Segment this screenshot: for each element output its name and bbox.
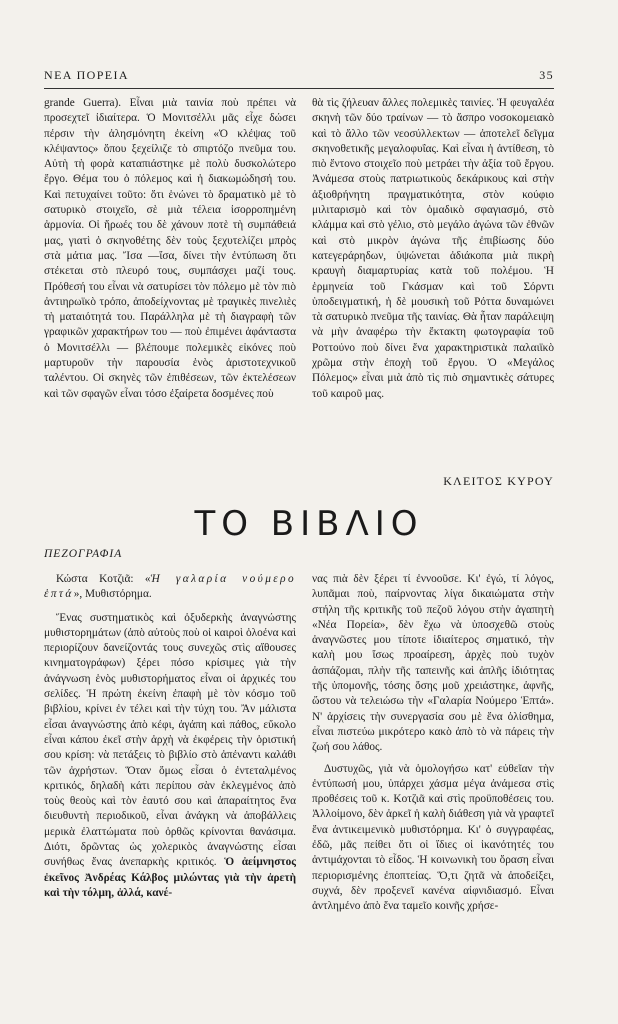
book-review-column-left xyxy=(44,572,296,1012)
review-paragraph-continued: θὰ τὶς ζήλευαν ἄλλες πολεμικὲς ταινίες. Ἡ φευγαλέα σκηνὴ τῶν δύο τραίνων — τὸ ἄσπρο νοσοκομειακὸ καὶ τὸ ἄλλο τῶν νεοσύλλεκτων — ἀποτελεῖ δεῖγμα σκηνοθετικῆς μεγαλοφυΐας. Καὶ εἶναι ἡ ἀντίθεση, τὸ πιὸ ἔντονο στοιχεῖο ποὺ μετράει τὴν ἀξία τοῦ ἔργου. Ἀνάμεσα στοὺς πατριωτικοὺς δεκάρικους καὶ στὴν ἀξιοθρήνητη πραγματικότητα, στὸν κούφιο μιλιταρισμὸ καὶ τὸν ὁμαδικὸ σφαγιασμό, στὸ κλάμμα καὶ στὸ γέλιο, στὸ μεγάλο ἀγώνα τῶν ἐθνῶν καὶ στὸ μικρὸν ἀγώνα τῆς ἐπιβίωσης δύο κατεγεράρηδων, ὑψώνεται ἀδιάκοπα μιὰ πικρὴ κραυγὴ διαμαρτυρίας κατὰ τοῦ πολέμου. Ἡ ἑρμηνεία τοῦ Γκάσμαν καὶ τοῦ Σόρντι ὑποδειγματική, ἡ δὲ μουσικὴ τοῦ Ρόττα δυναμώνει τὰ σατυρικὸ πνεῦμα τῆς ταινίας. Θὰ ἦταν παράλειψη νὰ μὴν ἀναφέρω τὴν ἔκτακτη φωτογραφία τοῦ Ροττούνο ποὺ δίνει ἕνα χαρακτηριστικὰ παλαιϊκὸ χρῶμα στὴν ἐποχὴ τοῦ ἔργου. Ὁ «Μεγάλος Πόλεμος» εἶναι μιὰ ἀπὸ τὶς πιὸ σημαντικὲς σάτυρες τοῦ καιροῦ μας. xyxy=(312,97,554,400)
review-column-left xyxy=(44,96,296,496)
book-review-paragraph-2: Δυστυχῶς, γιὰ νὰ ὁμολογήσω κατ' εὐθεῖαν τὴν ἐντύπωσή μου, ὑπάρχει χάσμα μέγα ἀνάμεσα στὶς προθέσεις τοῦ κ. Κοτζιᾶ καὶ στὶς προϋποθέσεις του. Ἀλλοίμονο, δὲν ἀρκεῖ ἡ καλὴ διάθεση γιὰ νὰ γραφτεῖ ἕνα ἀντικειμενικὸ μυθιστόρημα. Κι' ὁ συγγραφέας, ἐδῶ, μᾶς πείθει ὅτι οἱ ἴδιες οἱ ἱκανότητές του ἀντιμάχονται τὸ εἶδος. Ἡ κοινωνικὴ του ὅραση εἶναι περιορισμένης ἐποπτείας. Ὅ,τι ζητᾶ νὰ ἀποδείξει, συχνά, δὲν προξενεῖ κανένα αἰφνιδιασμό. Εἶναι ἀντλημένο ἀπὸ ἕνα ταμεῖο κοινῆς χρήσε- xyxy=(312,762,554,913)
section-title: ΤΟ ΒΙΒΛΙΟ xyxy=(194,504,424,544)
book-review-paragraph-continued: νας πιὰ δὲν ξέρει τί ἐννοοῦσε. Κι' ἐγώ, τί λόγος, λυπᾶμαι ποὺ, παίρνοντας λίγα δικαιώματα στὴν στήλη τῆς κριτικῆς τοῦ πεζοῦ λόγου στὴν ἀγαπητὴ «Νέα Πορεία», δὲν ἔχω νὰ ὑποσχεθῶ στοὺς ἀναγνῶστες μου τίποτε ἰδιαίτερος σηματικό, τὴν καλὴ μου ἴσως προαίρεση, ἀρχὲς ποὺ τυχὸν ἀσπάζομαι, πλὴν τῆς ταπεινῆς καὶ ἁπλῆς ἰδιότητας τῆς ὑπομονῆς, τόσης ὅσης μοῦ χρειάστηκε, ἀφνῆς, ὥστου νὰ τελειώσω τὴν «Γαλαρία Νούμερο Ἑπτά». Ν' ἀρχίσεις τὴν συνεργασία σου μὲ ἕνα ὀλίσθημα, εἶναι πιστεύω μικρότερο κακὸ ἀπὸ τὸ νὰ πάρεις τὴν ζωή σου λάθος. xyxy=(312,573,554,754)
citation-author: Κώστα Κοτζιᾶ: « xyxy=(56,573,151,585)
review-signature: ΚΛΕΙΤΟΣ ΚΥΡΟΥ xyxy=(443,474,554,488)
citation-genre: », Μυθιστόρημα. xyxy=(73,588,152,601)
page-number: 35 xyxy=(539,68,554,82)
book-citation xyxy=(44,572,296,603)
header-rule xyxy=(44,88,554,89)
review-paragraph: grande Guerra). Εἶναι μιὰ ταινία ποὺ πρέπει νὰ προσεχτεῖ ἰδιαίτερα. Ὁ Μονιτσέλλι μᾶς εἶχε δώσει πέρσιν τὴν ἀλησμόνητη ἐκείνη «Ὁ κλέψας τοῦ κλέψαντος» ὅπου ξεχείλιζε τὸ σπιρτόζο πνεῦμα του. Αὐτὴ τὴ φορὰ καταπιάστηκε μὲ πολὺ δυσκολώτερο ἔργο. Θέμα του ὁ πόλεμος καὶ ἡ διακωμώδησή του. Καὶ πετυχαίνει τοῦτο: ὅτι ἑνώνει τὸ δραματικὸ μὲ τὸ σατυρικὸ στοιχεῖο, σὲ μιὰ τέλεια ἰσορροπημένη ἁρμονία. Οἱ ἥρωές του δὲ χάνουν ποτὲ τὴ συμπάθειά μας, γιατὶ ὁ σκηνοθέτης δὲν τοὺς ξεχυτελίζει μπρὸς στὰ μάτια μας. Ἴσα —ἴσα, δίνει τὴν ἐντύπωση ὅτι στέκεται στὸ πλευρό τους, συμπάσχει μαζί τους. Πρόθεσή του εἶναι νὰ σατυρίσει τὸν πόλεμο μὲ τὸν πιὸ ἀντιηρωϊκὸ τρόπο, ἀποδείχνοντας μὲ τραγικὲς πινελιὲς τὴ ματαιότητά του. Παράλληλα μὲ τὴ διαγραφὴ τῶν γραφικῶν χαρακτήρων του — ποὺ ἐπιμένει ἀφάνταστα ὁ Μονιτσέλλι — βλέπουμε πολεμικὲς εἰκόνες ποὺ μαρτυροῦν τὴν παρουσία ἑνὸς ἀριστοτεχνικοῦ ταλέντου. Οἱ σκηνὲς τῶν ἐπιθέσεων, τῶν ἐκτελέσεων καὶ τῶν σφαγῶν εἶναι τόσο ἐξαίρετα δοσμένες ποὺ xyxy=(44,97,296,400)
book-review-column-right xyxy=(312,572,554,1012)
citation-book-title: Ἡ γαλαρία νούμερο ἑπτά xyxy=(44,573,296,601)
paragraph-text: Ἕνας συστηματικὸς καὶ ὀξυδερκὴς ἀναγνώστης μυθιστορημάτων (ἀπὸ αὐτοὺς ποὺ οἱ καιροὶ ὁλοένα καὶ περιορίζουν δανείζοντάς τους συνεχῶς στὶς αἴθουσες κινηματογράφων) ξέρει πόσο κρίσιμες γιὰ τὴν ἀνάγνωση ἑνὸς μυθιστορήματος εἶναι οἱ ἀρχικές του σελίδες. Ἡ πρώτη ἐκείνη ἐπαφὴ μὲ τὸν κόσμο τοῦ βιβλίου, κρίνει ἐν τέλει καὶ τὴν τύχη του. Ἂν μάλιστα εἶσαι ἀναγνώστης ἀπὸ κέφι, ἀγάπη καὶ πάθος, εὔκολο εἶναι κάπου ἐκεῖ στὴν ἀρχὴ νὰ ἐκφέρεις τὴν ὁριστική σου κρίση: νὰ πετάξεις τὸ βιβλίο στὸ ἀπέναντι καλάθι τῶν ἀχρήστων. Ὅταν ὅμως εἶσαι ὁ ἐντεταλμένος κριτικός, δηλαδὴ κάτι περίπου σὰν ἐκλεγμένος ἀπὸ τοὺς θεοὺς καὶ τὸν ἑαυτό σου καὶ ἀπαραίτητος ἕνα διευθυντὴ περιοδικοῦ, εἶναι ἀνάγκη νὰ ἀποβάλλεις μερικὰ ἐλαττώματα ποὺ ὀρθῶς κρίνονται θανάσιμα. Διότι, δρῶντας ὡς χολερικὸς ἀναγνώστης εἶσαι συνήθως ἕνας ἀνεπαρκὴς κριτικός. xyxy=(44,611,296,869)
journal-title: ΝΕΑ ΠΟΡΕΙΑ xyxy=(44,68,129,82)
paragraph-bold-text: Ὁ ἀείμνηστος ἐκεῖνος Ἀνδρέας Κάλβος μιλώντας γιὰ τὴν ἀρετὴ καὶ τὴν τόλμη, ἀλλά, κανέ- xyxy=(44,856,296,899)
running-header xyxy=(44,68,554,84)
book-review-paragraph xyxy=(44,611,296,902)
review-column-right xyxy=(312,96,554,476)
subsection-title: ΠΕΖΟΓΡΑΦΙΑ xyxy=(44,548,123,560)
